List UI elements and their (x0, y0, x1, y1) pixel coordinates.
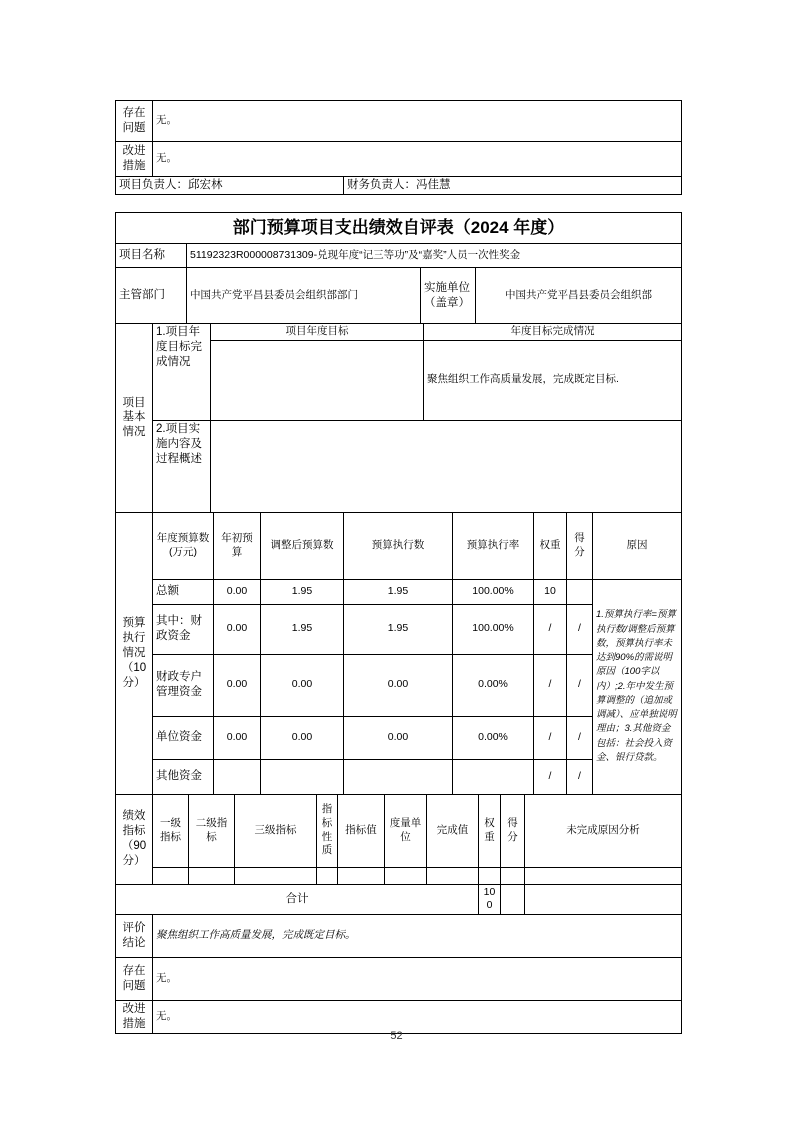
perf-cell (189, 867, 235, 884)
budget-cell-adjusted: 0.00 (261, 716, 344, 759)
budget-header-initial: 年初预算 (214, 512, 261, 579)
conclusion-value: 聚焦组织工作高质量发展，完成既定目标。 (153, 915, 682, 958)
improvements-value: 无。 (153, 142, 682, 177)
perf-header-level2: 二级指标 (189, 794, 235, 867)
problems-value: 无。 (153, 101, 682, 142)
budget-cell-weight: / (534, 759, 567, 794)
budget-header-adjusted: 调整后预算数 (261, 512, 344, 579)
perf-header-unit: 度量单位 (385, 794, 427, 867)
project-name-label: 项目名称 (116, 244, 187, 268)
annual-goal-label: 1.项目年度目标完成情况 (153, 324, 211, 421)
perf-header-score: 得分 (501, 794, 525, 867)
perf-cell (479, 867, 501, 884)
budget-cell-initial: 0.00 (214, 604, 261, 654)
budget-cell-executed: 1.95 (344, 604, 453, 654)
perf-cell (501, 867, 525, 884)
project-manager: 项目负责人：邱宏林 (116, 177, 344, 195)
performance-section (115, 794, 682, 885)
budget-cell-executed: 1.95 (344, 579, 453, 604)
budget-cell-rate: 0.00% (453, 716, 534, 759)
total-score (501, 884, 525, 914)
budget-cell-adjusted: 1.95 (261, 579, 344, 604)
budget-cell-score: / (567, 716, 593, 759)
budget-header-reason: 原因 (593, 512, 682, 579)
problems-label: 存在问题 (116, 958, 153, 1001)
budget-cell-adjusted: 1.95 (261, 604, 344, 654)
problems-value: 无。 (153, 958, 682, 1001)
budget-row-label: 其他资金 (153, 759, 214, 794)
budget-reason-note: 1.预算执行率=预算执行数/调整后预算数，预算执行率未达到90%的需说明原因（100字以内）;2.年中发生预算调整的（追加或调减）、应单独说明理由；3.其他资金包括：社会投入资金、银行贷款。 (593, 579, 682, 794)
annual-goal-content (211, 340, 424, 420)
total-weight: 100 (479, 884, 501, 914)
document-page (115, 100, 681, 1034)
goal-completion-content: 聚焦组织工作高质量发展，完成既定目标. (424, 340, 682, 420)
improvements-value: 无。 (153, 1001, 682, 1034)
budget-cell-initial: 0.00 (214, 654, 261, 716)
budget-row-label: 其中：财政资金 (153, 604, 214, 654)
perf-cell (525, 867, 682, 884)
budget-cell-initial: 0.00 (214, 716, 261, 759)
perf-cell (427, 867, 479, 884)
perf-header-level1: 一级指标 (153, 794, 189, 867)
budget-header-weight: 权重 (534, 512, 567, 579)
performance-section-label: 绩效指标（90分） (116, 794, 153, 884)
budget-cell-rate (453, 759, 534, 794)
improvements-label: 改进措施 (116, 142, 153, 177)
budget-cell-score: / (567, 604, 593, 654)
perf-header-value: 指标值 (338, 794, 385, 867)
budget-row-label: 财政专户管理资金 (153, 654, 214, 716)
budget-header-executed: 预算执行数 (344, 512, 453, 579)
budget-execution-section (115, 512, 682, 795)
table-spacer (115, 195, 681, 212)
finance-manager: 财务负责人：冯佳慧 (344, 177, 682, 195)
budget-cell-weight: / (534, 604, 567, 654)
budget-cell-executed: 0.00 (344, 716, 453, 759)
main-table-head (115, 212, 682, 324)
summary-rows-table (115, 914, 682, 1034)
perf-cell (317, 867, 338, 884)
project-name-value: 51192323R000008731309-兑现年度“记三等功”及“嘉奖”人员一次性奖金 (187, 244, 682, 268)
budget-header-annual: 年度预算数(万元) (153, 512, 214, 579)
total-analysis (525, 884, 682, 914)
budget-row-total (116, 579, 682, 604)
annual-goal-header: 项目年度目标 (211, 324, 424, 341)
perf-header-completed: 完成值 (427, 794, 479, 867)
budget-cell-executed: 0.00 (344, 654, 453, 716)
total-row-table (115, 884, 682, 915)
budget-cell-score: / (567, 759, 593, 794)
budget-header-score: 得分 (567, 512, 593, 579)
performance-empty-row (116, 867, 682, 884)
problems-label: 存在问题 (116, 101, 153, 142)
budget-cell-initial (214, 759, 261, 794)
perf-cell (153, 867, 189, 884)
improvements-label: 改进措施 (116, 1001, 153, 1034)
total-label: 合计 (116, 884, 479, 914)
perf-header-nature: 指标性质 (317, 794, 338, 867)
budget-cell-adjusted: 0.00 (261, 654, 344, 716)
top-fragment-table (115, 100, 682, 195)
perf-cell (385, 867, 427, 884)
budget-cell-score (567, 579, 593, 604)
budget-cell-executed (344, 759, 453, 794)
budget-cell-rate: 0.00% (453, 654, 534, 716)
budget-cell-weight: 10 (534, 579, 567, 604)
perf-cell (235, 867, 317, 884)
perf-cell (338, 867, 385, 884)
department-label: 主管部门 (116, 268, 187, 324)
budget-row-label: 总额 (153, 579, 214, 604)
perf-header-weight: 权重 (479, 794, 501, 867)
implementation-content (211, 420, 682, 512)
budget-cell-rate: 100.00% (453, 579, 534, 604)
budget-cell-rate: 100.00% (453, 604, 534, 654)
budget-cell-weight: / (534, 654, 567, 716)
budget-section-label: 预算执行情况（10分） (116, 512, 153, 794)
perf-header-analysis: 未完成原因分析 (525, 794, 682, 867)
implementing-unit-value: 中国共产党平昌县委员会组织部 (476, 268, 682, 324)
perf-header-level3: 三级指标 (235, 794, 317, 867)
page-title: 部门预算项目支出绩效自评表（2024 年度） (116, 213, 682, 244)
budget-cell-initial: 0.00 (214, 579, 261, 604)
implementing-unit-label: 实施单位（盖章） (421, 268, 476, 324)
budget-cell-adjusted (261, 759, 344, 794)
page-number: 52 (390, 1030, 403, 1042)
implementation-label: 2.项目实施内容及过程概述 (153, 420, 211, 512)
budget-cell-score: / (567, 654, 593, 716)
conclusion-label: 评价结论 (116, 915, 153, 958)
budget-cell-weight: / (534, 716, 567, 759)
budget-header-rate: 预算执行率 (453, 512, 534, 579)
department-value: 中国共产党平昌县委员会组织部部门 (187, 268, 421, 324)
basic-info-section-label: 项目基本情况 (116, 324, 153, 513)
basic-info-section (115, 323, 682, 513)
goal-completion-header: 年度目标完成情况 (424, 324, 682, 341)
budget-row-label: 单位资金 (153, 716, 214, 759)
